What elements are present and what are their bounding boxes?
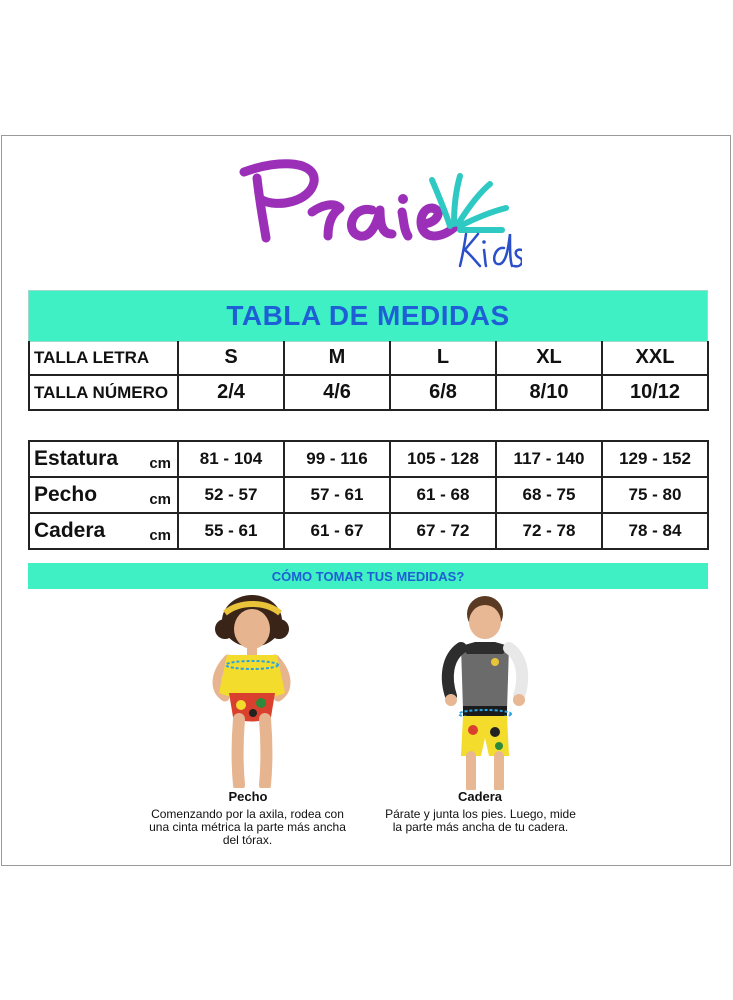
measure-cell: 68 - 75 — [496, 477, 602, 513]
boy-model-image — [433, 592, 533, 790]
measure-cell: 129 - 152 — [602, 441, 708, 477]
measure-table — [28, 440, 709, 550]
size-cell: 10/12 — [602, 375, 708, 410]
size-cell: 8/10 — [496, 375, 602, 410]
table-title-bar — [28, 290, 708, 342]
measure-cell: 75 - 80 — [602, 477, 708, 513]
measure-cell: 52 - 57 — [178, 477, 284, 513]
measure-cell: 78 - 84 — [602, 513, 708, 549]
measure-cell: 61 - 67 — [284, 513, 390, 549]
table-row — [29, 341, 708, 375]
size-cell: XXL — [602, 341, 708, 375]
measure-cell: 61 - 68 — [390, 477, 496, 513]
measure-cell: 67 - 72 — [390, 513, 496, 549]
measure-cell: 57 - 61 — [284, 477, 390, 513]
row-label — [29, 513, 178, 549]
pecho-instructions: Comenzando por la axila, rodea con una cinta métrica la parte más ancha del tórax. — [149, 807, 346, 847]
row-label — [29, 477, 178, 513]
size-cell: 2/4 — [178, 375, 284, 410]
size-cell: 4/6 — [284, 375, 390, 410]
cadera-title: Cadera — [457, 789, 503, 804]
cadera-instructions: Párate y junta los pies. Luego, mide la parte más ancha de tu cadera. — [385, 807, 576, 834]
measure-cell: 81 - 104 — [178, 441, 284, 477]
brand-logo — [222, 150, 522, 275]
measure-cell: 72 - 78 — [496, 513, 602, 549]
measure-cell: 99 - 116 — [284, 441, 390, 477]
row-label — [29, 441, 178, 477]
size-cell: 6/8 — [390, 375, 496, 410]
unit-label: cm — [149, 527, 171, 544]
girl-model-image — [195, 593, 305, 788]
table-row — [29, 513, 708, 549]
how-to-title: CÓMO TOMAR TUS MEDIDAS? — [271, 568, 465, 584]
table-row — [29, 477, 708, 513]
measure-cell: 117 - 140 — [496, 441, 602, 477]
how-to-bar — [28, 563, 708, 589]
unit-label: cm — [149, 455, 171, 472]
table-title: TABLA DE MEDIDAS — [226, 300, 510, 331]
row-label: TALLA LETRA — [29, 341, 178, 375]
row-label: TALLA NÚMERO — [29, 375, 178, 410]
pecho-title: Pecho — [228, 789, 268, 804]
measure-cell: 105 - 128 — [390, 441, 496, 477]
table-row — [29, 441, 708, 477]
measure-name: Cadera — [34, 519, 106, 542]
unit-label: cm — [149, 491, 171, 508]
size-table — [28, 341, 709, 411]
table-row — [29, 375, 708, 410]
measure-name: Estatura — [34, 447, 119, 470]
size-cell: S — [178, 341, 284, 375]
measure-cell: 55 - 61 — [178, 513, 284, 549]
measure-name: Pecho — [34, 483, 98, 506]
size-cell: M — [284, 341, 390, 375]
size-cell: XL — [496, 341, 602, 375]
size-cell: L — [390, 341, 496, 375]
